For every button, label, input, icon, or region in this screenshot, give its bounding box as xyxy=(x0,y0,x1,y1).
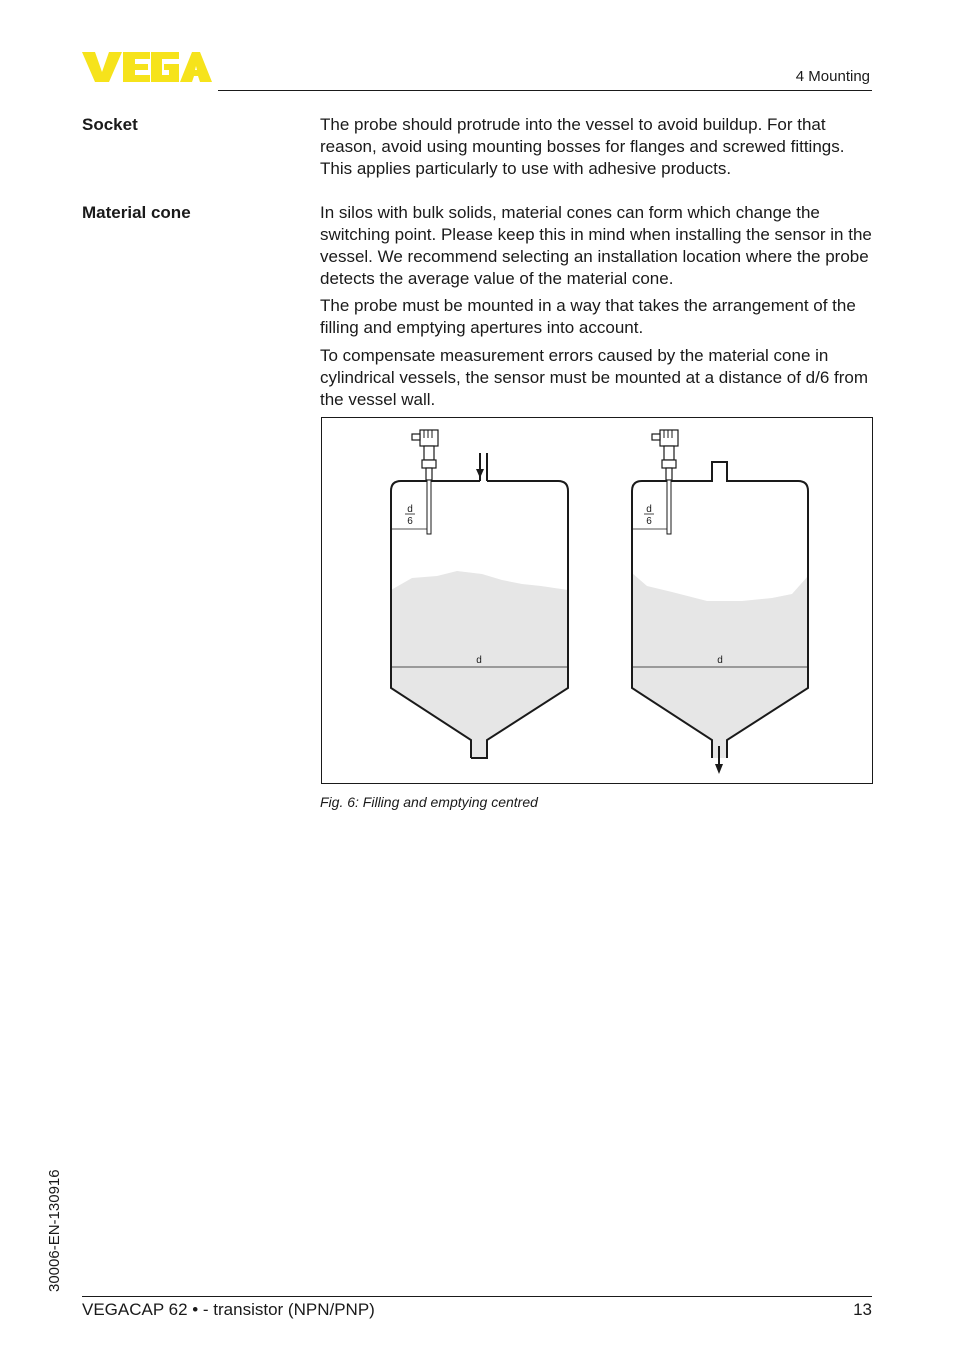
right-d6-denominator: 6 xyxy=(646,516,652,527)
right-vessel xyxy=(632,430,808,774)
footer-product: VEGACAP 62 • - transistor (NPN/PNP) xyxy=(82,1300,375,1319)
figure-filling-emptying xyxy=(321,417,873,784)
heading-material-cone: Material cone xyxy=(82,203,191,222)
vega-logo-graphic xyxy=(82,52,212,82)
right-d-label: d xyxy=(717,655,723,666)
material-cone-paragraph-2: The probe must be mounted in a way that takes the arrangement of the filling and emptying apertures into account. xyxy=(320,296,856,337)
left-d6-numerator: d xyxy=(407,504,413,515)
material-cone-paragraph-3: To compensate measurement errors caused by the material cone in cylindrical vessels, the sensor must be mounted at a distance of d/6 from the vessel wall. xyxy=(320,346,869,409)
figure-caption: Fig. 6: Filling and emptying centred xyxy=(320,794,538,810)
header-rule xyxy=(218,90,872,91)
left-vessel xyxy=(391,430,568,758)
section-title: 4 Mounting xyxy=(795,68,870,85)
heading-socket: Socket xyxy=(82,115,138,134)
material-cone-paragraph-1: In silos with bulk solids, material cones can form which change the switching point. Please keep this in mind when installing the sensor in the vessel. We recommend selecting an installation location where the probe detects the average value of the material cone. xyxy=(320,203,872,288)
socket-paragraph: The probe should protrude into the vessel to avoid buildup. For that reason, avoid using mounting bosses for flanges and screwed fittings. This applies particularly to use with adhesive products. xyxy=(320,115,845,178)
left-d-label: d xyxy=(476,655,482,666)
footer-rule xyxy=(82,1296,872,1297)
left-inlet-arrow xyxy=(476,453,484,478)
document-code: 30006-EN-130916 xyxy=(46,1169,63,1292)
page-number: 13 xyxy=(853,1300,872,1319)
left-d6-denominator: 6 xyxy=(407,516,413,527)
vessel-diagram xyxy=(322,418,872,783)
vega-logo xyxy=(82,52,212,82)
right-dimension-d6 xyxy=(632,504,667,529)
left-dimension-d6 xyxy=(391,504,427,529)
right-d6-numerator: d xyxy=(646,504,652,515)
